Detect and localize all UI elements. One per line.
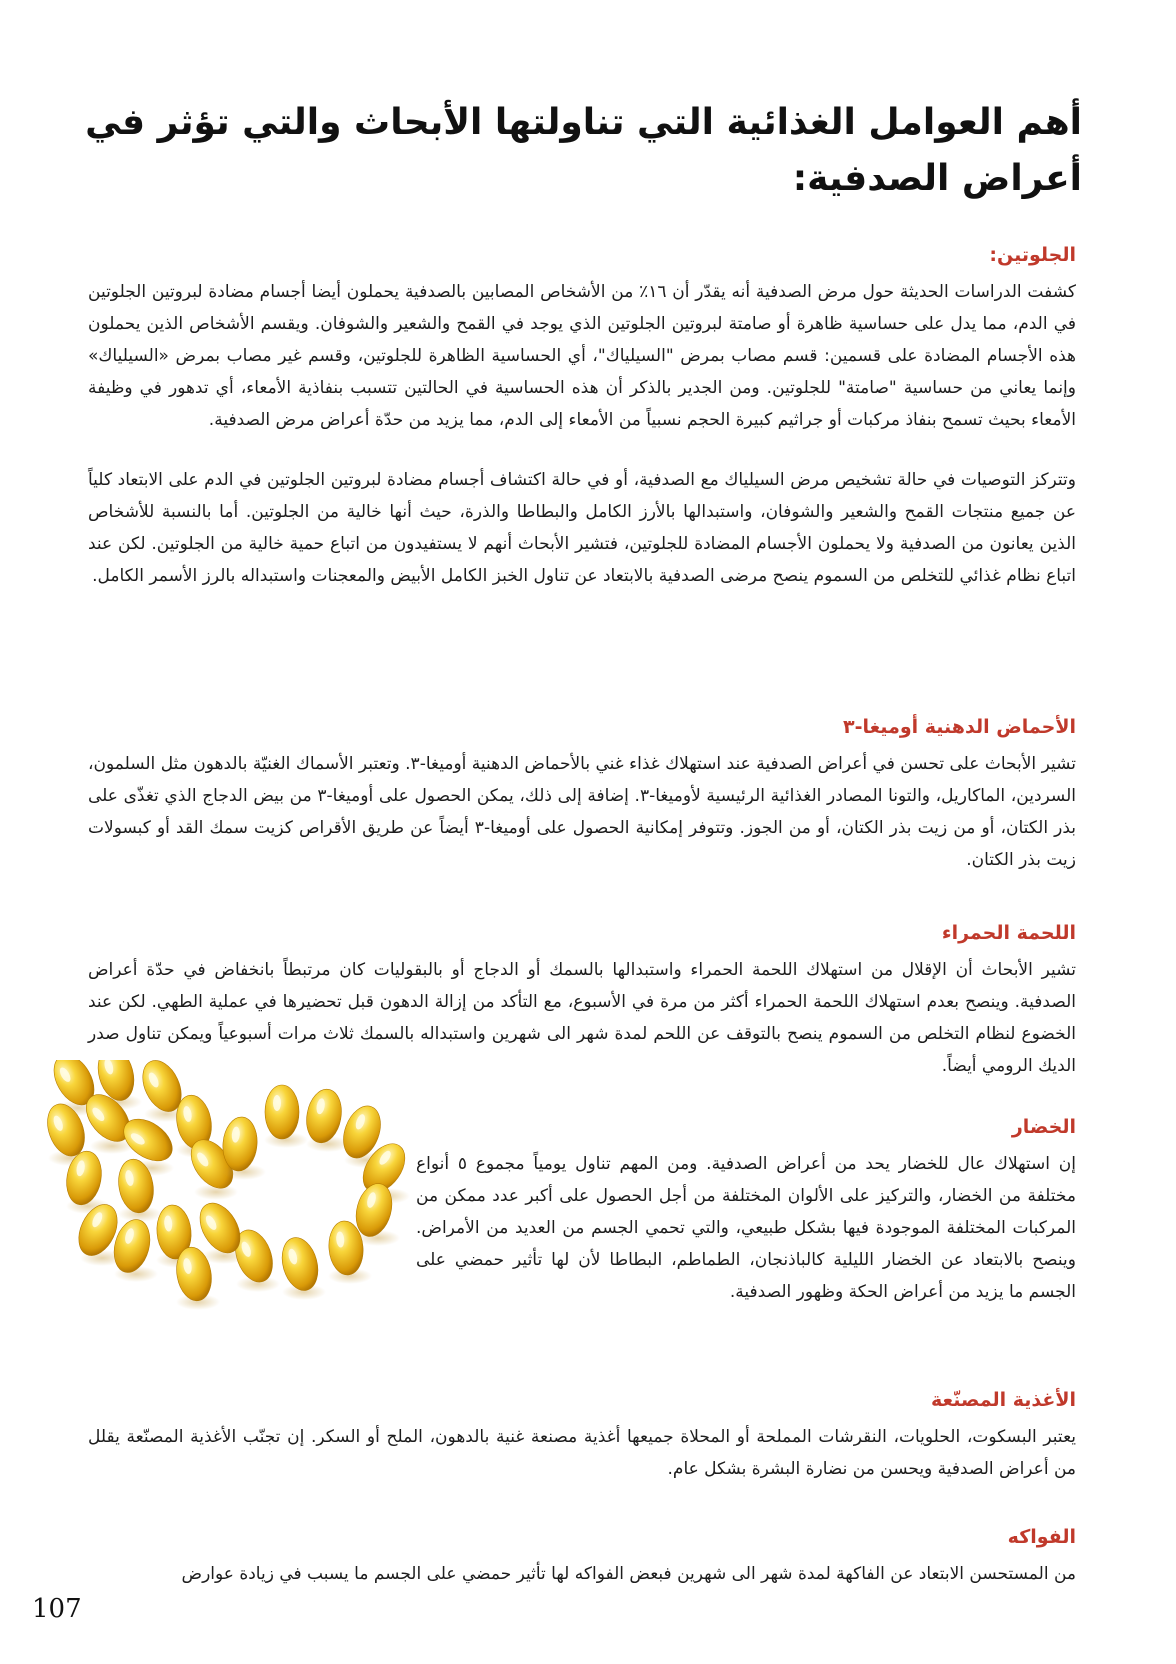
paragraph: وتتركز التوصيات في حالة تشخيص مرض السيلياك مع الصدفية، أو في حالة اكتشاف أجسام مضادة لبروتين الجلوتين في الدم على الابتعاد كلياً عن جميع منتجات القمح والشعير والشوفان، واستبدالها بالأرز الكامل والبطاطا والذرة، حيث أنها خالية من الجلوتين. أما بالنسبة للأشخاص الذين يعانون من الصدفية ولا يحملون الأجسام المضادة للجلوتين، فتشير الأبحاث أنهم لا يستفيدون من اتباع حمية خالية من الجلوتين. لكن عند اتباع نظام غذائي للتخلص من السموم ينصح مرضى الصدفية بالابتعاد عن تناول الخبز الكامل الأبيض والمعجنات واستبداله بالرز الأسمر الكامل. [88, 470, 1076, 586]
section-heading: الأحماض الدهنية أوميغا-٣ [842, 716, 1076, 738]
section-gluten [88, 240, 1076, 592]
paragraph: كشفت الدراسات الحديثة حول مرض الصدفية أنه يقدّر أن ١٦٪ من الأشخاص المصابين بالصدفية يحملون أيضا أجسام مضادة لبروتين الجلوتين في الدم، مما يدل على حساسية ظاهرة أو صامتة لبروتين الجلوتين الذي يوجد في القمح والشعير والشوفان. ويقسم الأشخاص الذين يحملون هذه الأجسام المضادة على قسمين: قسم مصاب بمرض "السيلياك"، أي الحساسية الظاهرة للجلوتين، وقسم غير مصاب بمرض «السيلياك» وإنما يعاني من حساسية "صامتة" للجلوتين. ومن الجدير بالذكر أن هذه الحساسية في الحالتين تتسبب بنفاذية الأمعاء، أي تدهور في وظيفة الأمعاء بحيث تسمح بنفاذ مركبات أو جراثيم كبيرة الحجم نسبياً من الأمعاء إلى الدم، مما يزيد من حدّة أعراض مرض الصدفية. [88, 282, 1076, 430]
capsule-group [44, 1060, 413, 1310]
section-fruit [88, 1522, 1076, 1590]
section-processed-food [88, 1385, 1076, 1485]
paragraph: من المستحسن الابتعاد عن الفاكهة لمدة شهر الى شهرين فبعض الفواكه لها تأثير حمضي على الجسم ما يسبب في زيادة عوارض [181, 1564, 1076, 1584]
section-heading: الخضار [1011, 1116, 1076, 1138]
paragraph: تشير الأبحاث أن الإقلال من استهلاك اللحمة الحمراء واستبدالها بالسمك أو الدجاج أو بالبقوليات كان مرتبطاً بانخفاض في حدّة أعراض الصدفية. وينصح بعدم استهلاك اللحمة الحمراء أكثر من مرة في الأسبوع، مع التأكد من إزالة الدهون قبل تحضيرها في عملية الطهي. لكن عند الخضوع لنظام التخلص من السموم ينصح بالتوقف عن اللحم لمدة شهر الى شهرين واستبداله بالسمك ثلاث مرات أسبوعياً ويمكن تناول صدر الديك الرومي أيضاً. [88, 960, 1076, 1076]
section-heading: اللحمة الحمراء [941, 922, 1076, 944]
paragraph: إن استهلاك عال للخضار يحد من أعراض الصدفية. ومن المهم تناول يومياً مجموع ٥ أنواع مختلفة من الخضار، والتركيز على الألوان المختلفة من أجل الحصول على أكبر عدد ممكن من المركبات المختلفة الموجودة فيها بشكل طبيعي، والتي تحمي الجسم من العديد من الأمراض. وينصح بالابتعاد عن الخضار الليلية كالباذنجان، الطماطم، البطاطا لأن لها تأثير حمضي على الجسم ما يزيد من أعراض الحكة وظهور الصدفية. [416, 1154, 1076, 1302]
section-vegetables [416, 1112, 1076, 1308]
capsule [277, 1234, 324, 1295]
page-title: أهم العوامل الغذائية التي تناولتها الأبحاث والتي تؤثر في أعراض الصدفية: [85, 102, 1082, 199]
page-number: 107 [32, 1594, 82, 1624]
section-heading: الأغذية المصنّعة [931, 1389, 1076, 1411]
section-red-meat [88, 918, 1076, 1082]
paragraph: يعتبر البسكوت، الحلويات، النقرشات المملحة أو المحلاة جميعها أغذية مصنعة غنية بالدهون، الملح أو السكر. إن تجنّب الأغذية المصنّعة يقلل من أعراض الصدفية ويحسن من نضارة البشرة بشكل عام. [88, 1427, 1076, 1479]
capsule [303, 1086, 346, 1145]
capsule-highlight [273, 1095, 281, 1111]
section-heading: الجلوتين: [989, 244, 1076, 266]
paragraph: تشير الأبحاث على تحسن في أعراض الصدفية عند استهلاك غذاء غني بالأحماض الدهنية أوميغا-٣. وتعتبر الأسماك الغنيّة بالدهون مثل السلمون، السردين، الماكاريل، والتونا المصادر الغذائية الرئيسية لأوميغا-٣. إضافة إلى ذلك، يمكن الحصول على أوميغا-٣ من بيض الدجاج الذي تغذّى على بذر الكتان، أو من زيت بذر الكتان، أو من الجوز. وتتوفر إمكانية الحصول على أوميغا-٣ أيضاً عن طريق الأقراص كزيت سمك القد أو كبسولات زيت بذر الكتان. [88, 754, 1077, 870]
section-heading: الفواكه [1007, 1526, 1076, 1548]
section-omega3 [88, 712, 1076, 876]
omega3-capsules-image [44, 1060, 424, 1310]
capsule [265, 1085, 299, 1139]
